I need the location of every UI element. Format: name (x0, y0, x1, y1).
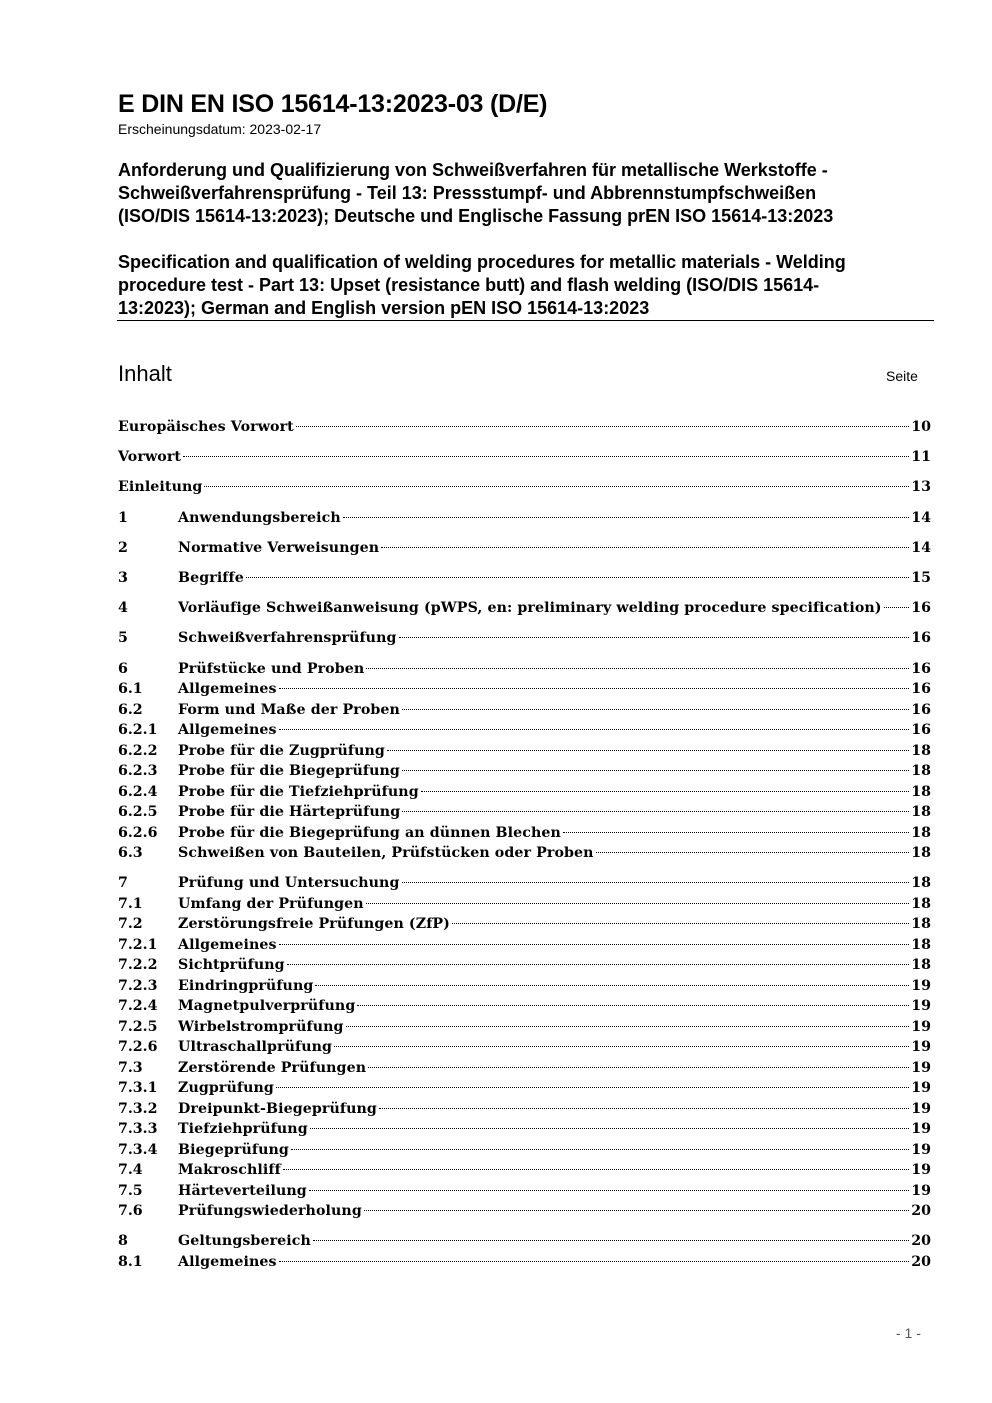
toc-entry[interactable] (118, 1231, 931, 1252)
toc-dot-leader (346, 1026, 910, 1027)
toc-dot-leader (279, 688, 910, 689)
toc-entry-title: Prüfungswiederholung (178, 1203, 362, 1220)
toc-entry-number: 8 (118, 1233, 128, 1250)
toc-dot-leader (379, 1108, 909, 1109)
toc-dot-leader (402, 770, 909, 771)
toc-entry[interactable] (118, 568, 931, 589)
toc-entry-page: 15 (911, 569, 931, 586)
toc-entry-title: Biegeprüfung (178, 1141, 289, 1158)
toc-entry-page: 19 (911, 1018, 931, 1035)
toc-entry-page: 20 (911, 1203, 931, 1220)
toc-entry[interactable] (118, 823, 931, 844)
toc-dot-leader (296, 426, 909, 427)
toc-entry[interactable] (118, 477, 931, 498)
toc-entry-number: 8.1 (118, 1253, 143, 1270)
toc-entry-page: 19 (911, 1080, 931, 1097)
toc-heading: Inhalt (118, 361, 172, 386)
toc-entry[interactable] (118, 447, 931, 468)
toc-entry-number: 6.2.2 (118, 742, 158, 759)
toc-dot-leader (276, 1087, 909, 1088)
toc-entry-number: 2 (118, 539, 128, 556)
toc-entry-number: 7 (118, 875, 128, 892)
toc-entry[interactable] (118, 802, 931, 823)
toc-dot-leader (283, 1169, 909, 1170)
toc-dot-leader (368, 1067, 909, 1068)
toc-entry-title: Prüfstücke und Proben (178, 660, 365, 677)
toc-entry-page: 19 (911, 1100, 931, 1117)
toc-entry[interactable] (118, 508, 931, 529)
toc-entry-title: Härteverteilung (178, 1182, 307, 1199)
toc-entry-number: 7.2 (118, 916, 143, 933)
toc-entry[interactable] (118, 1201, 931, 1222)
toc-entry[interactable] (118, 1160, 931, 1181)
toc-dot-leader (402, 709, 909, 710)
toc-dot-leader (884, 607, 910, 608)
toc-entry-title: Ultraschallprüfung (178, 1039, 333, 1056)
toc-entry[interactable] (118, 1119, 931, 1140)
toc-entry-number: 7.6 (118, 1203, 143, 1220)
table-of-contents (118, 417, 931, 1272)
document-id: E DIN EN ISO 15614-13:2023-03 (D/E) (118, 90, 548, 118)
toc-entry[interactable] (118, 679, 931, 700)
toc-entry-title: Probe für die Biegeprüfung an dünnen Blechen (178, 824, 561, 841)
toc-entry-page: 19 (911, 998, 931, 1015)
toc-entry-number: 4 (118, 600, 128, 617)
toc-entry[interactable] (118, 598, 931, 619)
toc-entry-title: Begriffe (178, 569, 244, 586)
toc-entry-title: Probe für die Biegeprüfung (178, 763, 400, 779)
toc-entry-title: Form und Maße der Proben (178, 701, 400, 718)
title-german-line: Anforderung und Qualifizierung von Schweißverfahren für metallische Werkstoffe - (118, 160, 828, 180)
toc-dot-leader (291, 1149, 909, 1150)
toc-entry-page: 14 (911, 539, 931, 556)
toc-entry-title: Normative Verweisungen (178, 539, 380, 556)
toc-entry-number: 6.2.3 (118, 763, 158, 779)
toc-entry-page: 20 (911, 1233, 931, 1250)
page-number: - 1 - (896, 1325, 921, 1341)
toc-entry-title: Vorwort (118, 449, 182, 466)
toc-entry-title: Probe für die Härteprüfung (178, 804, 401, 820)
toc-entry-title: Einleitung (118, 479, 203, 496)
toc-entry-title: Magnetpulverprüfung (178, 998, 356, 1015)
toc-entry-title: Eindringprüfung (178, 977, 314, 994)
toc-entry-number: 6.2.5 (118, 804, 158, 820)
toc-entry[interactable] (118, 843, 931, 864)
toc-entry-page: 13 (911, 479, 931, 496)
toc-entry[interactable] (118, 538, 931, 559)
toc-entry-number: 7.2.3 (118, 977, 158, 994)
toc-entry[interactable] (118, 720, 931, 741)
toc-dot-leader (287, 964, 910, 965)
toc-entry-number: 7.3.4 (118, 1141, 158, 1158)
publication-date: Erscheinungsdatum: 2023-02-17 (118, 121, 322, 137)
toc-dot-leader (421, 791, 910, 792)
toc-dot-leader (402, 882, 910, 883)
toc-entry[interactable] (118, 659, 931, 680)
toc-dot-leader (596, 852, 910, 853)
toc-entry-title: Umfang der Prüfungen (178, 895, 364, 912)
toc-dot-leader (310, 1128, 910, 1129)
toc-entry-title: Europäisches Vorwort (118, 419, 294, 435)
toc-entry-title: Tiefziehprüfung (178, 1121, 308, 1138)
toc-entry[interactable] (118, 1058, 931, 1079)
toc-entry-page: 19 (911, 977, 931, 994)
toc-entry-page: 18 (911, 804, 931, 820)
toc-entry[interactable] (118, 1252, 931, 1273)
toc-entry[interactable] (118, 1037, 931, 1058)
toc-entry[interactable] (118, 741, 931, 762)
title-english-line: procedure test - Part 13: Upset (resistance butt) and flash welding (ISO/DIS 15614- (118, 275, 820, 295)
toc-entry-number: 7.2.6 (118, 1039, 158, 1056)
toc-dot-leader (334, 1046, 909, 1047)
toc-entry-title: Allgemeines (178, 936, 277, 953)
toc-entry-page: 16 (911, 722, 931, 738)
toc-entry-page: 19 (911, 1039, 931, 1056)
toc-entry-number: 7.2.1 (118, 936, 158, 953)
toc-entry-page: 18 (911, 916, 931, 933)
title-divider (117, 320, 934, 321)
toc-entry[interactable] (118, 782, 931, 803)
toc-entry-number: 7.3.1 (118, 1080, 158, 1097)
title-english-line: 13:2023); German and English version pEN ISO 15614-13:2023 (118, 298, 650, 318)
toc-entry-page: 19 (911, 1059, 931, 1076)
toc-entry[interactable] (118, 894, 931, 915)
toc-entry-number: 7.2.5 (118, 1018, 158, 1035)
toc-entry-title: Makroschliff (178, 1162, 281, 1179)
title-german-line: (ISO/DIS 15614-13:2023); Deutsche und Englische Fassung prEN ISO 15614-13:2023 (118, 206, 834, 226)
toc-entry-page: 18 (911, 742, 931, 759)
toc-entry-page: 16 (911, 600, 931, 617)
toc-entry-page: 18 (911, 875, 931, 892)
title-german-line: Schweißverfahrensprüfung - Teil 13: Pressstumpf- und Abbrennstumpfschweißen (118, 183, 817, 203)
toc-entry-page: 18 (911, 895, 931, 912)
toc-entry-title: Prüfung und Untersuchung (178, 875, 400, 892)
toc-entry[interactable] (118, 955, 931, 976)
toc-dot-leader (364, 1210, 909, 1211)
toc-entry-page: 19 (911, 1141, 931, 1158)
toc-entry-number: 3 (118, 569, 128, 586)
toc-entry-number: 7.3 (118, 1059, 143, 1076)
toc-entry-title: Schweißverfahrensprüfung (178, 630, 397, 647)
toc-entry[interactable] (118, 1099, 931, 1120)
toc-entry-title: Anwendungsbereich (178, 509, 341, 526)
title-german (118, 159, 936, 228)
toc-entry-number: 6.2.4 (118, 783, 158, 800)
toc-entry-number: 1 (118, 509, 128, 526)
toc-dot-leader (563, 832, 909, 833)
toc-entry[interactable] (118, 996, 931, 1017)
toc-entry-title: Zugprüfung (178, 1080, 274, 1097)
toc-entry-page: 16 (911, 630, 931, 647)
toc-dot-leader (309, 1190, 909, 1191)
toc-entry-title: Probe für die Zugprüfung (178, 742, 385, 759)
title-english (118, 251, 936, 320)
toc-dot-leader (246, 577, 909, 578)
toc-entry-number: 6.3 (118, 845, 143, 861)
toc-entry[interactable] (118, 1181, 931, 1202)
toc-entry-number: 7.2.2 (118, 957, 158, 974)
toc-entry-number: 7.5 (118, 1182, 143, 1199)
toc-entry-page: 16 (911, 660, 931, 677)
toc-entry-number: 6 (118, 660, 128, 677)
toc-entry-title: Schweißen von Bauteilen, Prüfstücken oder Proben (178, 845, 594, 861)
toc-entry-title: Wirbelstromprüfung (178, 1018, 344, 1035)
toc-entry[interactable] (118, 761, 931, 782)
toc-entry[interactable] (118, 1017, 931, 1038)
toc-entry[interactable] (118, 417, 931, 438)
toc-entry-page: 14 (911, 509, 931, 526)
toc-dot-leader (399, 637, 910, 638)
toc-dot-leader (279, 729, 910, 730)
toc-entry-number: 6.2.6 (118, 824, 158, 841)
toc-entry-title: Dreipunkt-Biegeprüfung (178, 1100, 377, 1117)
toc-page-column-heading: Seite (886, 368, 918, 384)
toc-entry[interactable] (118, 628, 931, 649)
toc-entry-number: 7.3.2 (118, 1100, 158, 1117)
toc-entry[interactable] (118, 873, 931, 894)
toc-entry[interactable] (118, 700, 931, 721)
toc-entry-page: 10 (911, 419, 931, 435)
toc-entry[interactable] (118, 976, 931, 997)
toc-entry-page: 18 (911, 936, 931, 953)
toc-entry-title: Sichtprüfung (178, 957, 285, 974)
toc-entry-page: 19 (911, 1121, 931, 1138)
toc-dot-leader (402, 811, 909, 812)
toc-entry-number: 7.1 (118, 895, 143, 912)
toc-entry-page: 18 (911, 824, 931, 841)
toc-entry-number: 6.2.1 (118, 722, 158, 738)
toc-dot-leader (387, 750, 909, 751)
toc-entry-number: 7.4 (118, 1162, 143, 1179)
toc-entry-page: 11 (911, 449, 931, 466)
toc-entry-title: Geltungsbereich (178, 1233, 311, 1250)
toc-entry[interactable] (118, 1140, 931, 1161)
toc-dot-leader (183, 456, 909, 457)
toc-dot-leader (381, 547, 909, 548)
toc-entry-number: 7.2.4 (118, 998, 158, 1015)
toc-entry-page: 18 (911, 763, 931, 779)
toc-entry-title: Allgemeines (178, 1253, 277, 1270)
toc-dot-leader (315, 985, 909, 986)
toc-entry-number: 7.3.3 (118, 1121, 158, 1138)
toc-entry[interactable] (118, 935, 931, 956)
toc-dot-leader (204, 486, 909, 487)
toc-entry-page: 16 (911, 681, 931, 697)
toc-entry-page: 19 (911, 1162, 931, 1179)
toc-entry-number: 6.2 (118, 701, 143, 718)
toc-entry-page: 18 (911, 783, 931, 800)
toc-dot-leader (357, 1005, 909, 1006)
toc-dot-leader (343, 517, 909, 518)
toc-entry-title: Vorläufige Schweißanweisung (pWPS, en: preliminary welding procedure specification) (178, 600, 882, 617)
toc-entry-title: Allgemeines (178, 722, 277, 738)
toc-entry-title: Allgemeines (178, 681, 277, 697)
toc-entry-page: 18 (911, 845, 931, 861)
title-english-line: Specification and qualification of welding procedures for metallic materials - Welding (118, 252, 846, 272)
toc-entry-page: 18 (911, 957, 931, 974)
toc-dot-leader (366, 903, 910, 904)
toc-dot-leader (366, 668, 909, 669)
toc-entry[interactable] (118, 914, 931, 935)
toc-entry-number: 6.1 (118, 681, 143, 697)
toc-dot-leader (452, 923, 909, 924)
toc-entry-title: Zerstörende Prüfungen (178, 1059, 367, 1076)
toc-entry-page: 19 (911, 1182, 931, 1199)
toc-dot-leader (313, 1240, 909, 1241)
toc-entry-page: 20 (911, 1253, 931, 1270)
toc-entry-title: Zerstörungsfreie Prüfungen (ZfP) (178, 916, 450, 933)
toc-entry-page: 16 (911, 701, 931, 718)
toc-dot-leader (279, 944, 910, 945)
toc-entry-title: Probe für die Tiefziehprüfung (178, 783, 419, 800)
toc-dot-leader (279, 1261, 910, 1262)
toc-entry-number: 5 (118, 630, 128, 647)
toc-entry[interactable] (118, 1078, 931, 1099)
